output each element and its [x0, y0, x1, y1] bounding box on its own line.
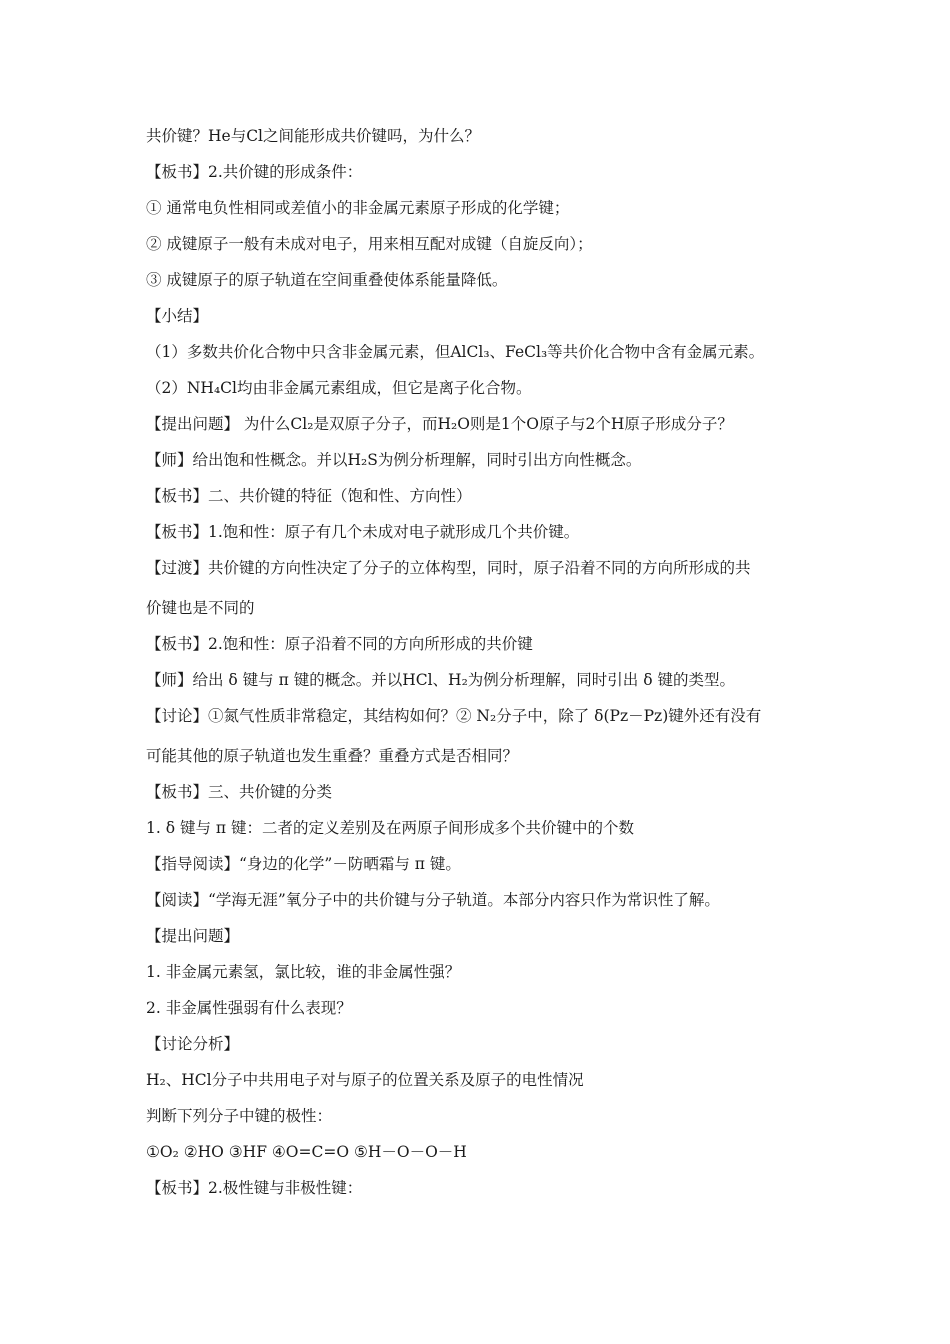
line-text: 【师】给出饱和性概念。并以H₂S为例分析理解，同时引出方向性概念。: [146, 451, 642, 469]
line-text: 【过渡】共价键的方向性决定了分子的立体构型，同时，原子沿着不同的方向所形成的共: [146, 559, 751, 577]
text-line: [146, 998, 352, 1018]
line-text: 【板书】2.饱和性：原子沿着不同的方向所形成的共价键: [146, 635, 533, 653]
text-line: [146, 746, 518, 766]
text-line: [146, 890, 720, 910]
line-text: 【阅读】“学海无涯”氧分子中的共价键与分子轨道。本部分内容只作为常识性了解。: [146, 891, 720, 909]
text-line: [146, 1106, 332, 1126]
text-line: [146, 270, 507, 290]
line-text: 【板书】二、共价键的特征（饱和性、方向性）: [146, 487, 472, 505]
text-line: [146, 198, 569, 218]
text-line: [146, 634, 533, 654]
line-text: （1）多数共价化合物中只含非金属元素，但AlCl₃、FeCl₃等共价化合物中含有金属元素。: [146, 343, 765, 361]
line-text: 【指导阅读】“身边的化学”－防晒霜与 π 键。: [146, 855, 461, 873]
line-text: ①O₂ ②HO ③HF ④O=C=O ⑤H－O－O－H: [146, 1143, 467, 1161]
text-line: [146, 818, 634, 838]
line-text: 2. 非金属性强弱有什么表现？: [146, 999, 352, 1017]
line-text: 【板书】2.极性键与非极性键：: [146, 1179, 363, 1197]
line-text: 判断下列分子中键的极性：: [146, 1107, 333, 1125]
text-line: [146, 486, 472, 506]
line-text: 【板书】2.共价键的形成条件：: [146, 163, 363, 181]
text-line: [146, 162, 362, 182]
text-line: [146, 126, 480, 146]
text-line: [146, 306, 208, 326]
text-line: [146, 926, 239, 946]
line-text: 【讨论】①氮气性质非常稳定，其结构如何？② N₂分子中，除了 δ(Pz－Pz)键外还有没有: [146, 707, 762, 725]
text-line: [146, 558, 751, 578]
line-text: 【提出问题】 为什么Cl₂是双原子分子，而H₂O则是1个O原子与2个H原子形成分子？: [146, 415, 733, 433]
text-line: [146, 1070, 584, 1090]
text-line: [146, 378, 531, 398]
line-text: 可能其他的原子轨道也发生重叠？重叠方式是否相同？: [146, 747, 519, 765]
text-line: [146, 342, 764, 362]
text-line: [146, 782, 332, 802]
text-line: [146, 854, 461, 874]
line-text: 价键也是不同的: [146, 599, 255, 617]
text-line: [146, 1142, 467, 1162]
line-text: 共价键？He与Cl之间能形成共价键吗，为什么？: [146, 127, 481, 145]
text-line: [146, 450, 641, 470]
text-line: [146, 706, 761, 726]
text-line: [146, 234, 593, 254]
line-text: H₂、HCl分子中共用电子对与原子的位置关系及原子的电性情况: [146, 1071, 584, 1089]
text-line: [146, 1034, 239, 1054]
line-text: 【小结】: [146, 307, 209, 325]
line-text: （2）NH₄Cl均由非金属元素组成，但它是离子化合物。: [146, 379, 532, 397]
text-line: [146, 1178, 362, 1198]
line-text: ① 通常电负性相同或差值小的非金属元素原子形成的化学键；: [146, 199, 570, 217]
line-text: 1. 非金属元素氢，氯比较，谁的非金属性强？: [146, 963, 461, 981]
line-text: 1. δ 键与 π 键：二者的定义差别及在两原子间形成多个共价键中的个数: [146, 819, 635, 837]
line-text: ② 成键原子一般有未成对电子，用来相互配对成键（自旋反向）；: [146, 235, 593, 253]
text-line: [146, 522, 579, 542]
text-line: [146, 670, 735, 690]
line-text: ③ 成键原子的原子轨道在空间重叠使体系能量降低。: [146, 271, 508, 289]
line-text: 【板书】1.饱和性：原子有几个未成对电子就形成几个共价键。: [146, 523, 580, 541]
line-text: 【板书】三、共价键的分类: [146, 783, 333, 801]
text-line: [146, 414, 733, 434]
text-line: [146, 598, 255, 618]
text-line: [146, 962, 460, 982]
line-text: 【提出问题】: [146, 927, 240, 945]
line-text: 【讨论分析】: [146, 1035, 240, 1053]
line-text: 【师】给出 δ 键与 π 键的概念。并以HCl、H₂为例分析理解，同时引出 δ 键的类型。: [146, 671, 735, 689]
